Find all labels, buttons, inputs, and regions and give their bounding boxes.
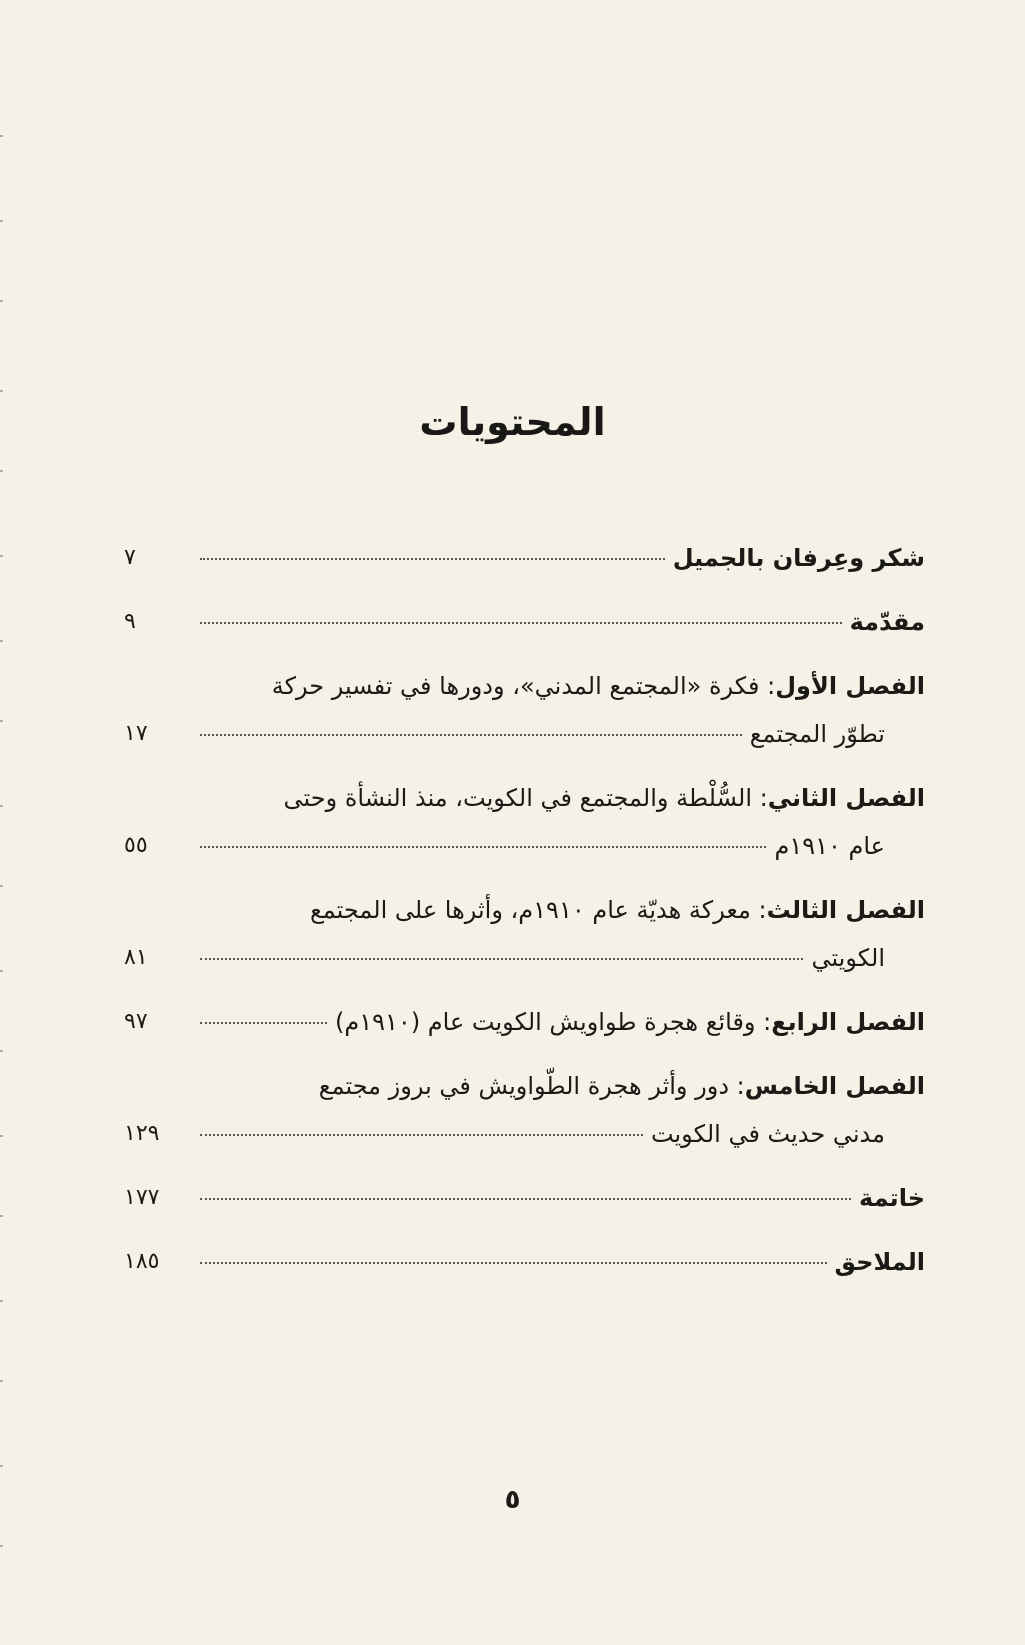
dot-leader [200,846,766,848]
toc-row [124,1004,925,1040]
toc-entry-label: خاتمة [859,1184,925,1212]
toc-page-number: ٩ [124,609,136,634]
toc-entry-appendices [124,1244,925,1280]
toc-entry-chapter-3 [124,892,925,976]
dot-leader [200,1262,827,1264]
chapter-name: الفصل الرابع [771,1008,925,1036]
chapter-separator: : [752,784,768,812]
toc-row [200,780,925,816]
toc-entry-chapter-2 [124,780,925,864]
toc-entry-label: شكر وعِرفان بالجميل [672,544,925,572]
dot-leader [200,1022,327,1024]
toc-entry-acknowledgements [124,540,925,576]
toc-row [124,940,925,976]
toc-entry-label [302,892,925,928]
table-of-contents [124,540,925,1308]
page-title: المحتويات [419,400,606,444]
chapter-separator: : [759,672,776,700]
toc-entry-label [264,668,925,704]
toc-entry-introduction [124,604,925,640]
toc-page-number: ١٧٧ [124,1185,160,1210]
chapter-title-line-2: الكويتي [811,944,885,972]
chapter-title-line-2: مدني حديث في الكويت [650,1120,885,1148]
toc-page-number: ٨١ [124,945,148,970]
chapter-name: الفصل الثالث [766,896,925,924]
toc-entry-chapter-1 [124,668,925,752]
dot-leader [200,1198,851,1200]
toc-entry-label [327,1004,925,1040]
toc-entry-label: مقدّمة [849,608,925,636]
toc-row [200,668,925,704]
toc-row [124,1244,925,1280]
dot-leader [200,1134,643,1136]
toc-entry-chapter-5 [124,1068,925,1152]
chapter-title-line-1: فكرة «المجتمع المدني»، ودورها في تفسير حركة [271,672,760,700]
chapter-title-line-1: السُّلْطة والمجتمع في الكويت، منذ النشأة وحتى [283,784,752,812]
chapter-title-line-2: تطوّر المجتمع [749,720,885,748]
dot-leader [200,558,665,560]
toc-row [124,604,925,640]
toc-row [124,540,925,576]
chapter-name: الفصل الأول [775,672,925,700]
toc-row [200,892,925,928]
toc-page-number: ٧ [124,545,136,570]
toc-page-number: ٥٥ [124,833,148,858]
toc-entry-conclusion [124,1180,925,1216]
toc-page-number: ١٨٥ [124,1249,160,1274]
chapter-title-line-1: وقائع هجرة طواويش الكويت عام (١٩١٠م) [335,1008,756,1036]
chapter-separator: : [750,896,767,924]
toc-entry-label: الملاحق [834,1248,925,1276]
toc-row [200,1068,925,1104]
chapter-title-line-2: عام ١٩١٠م [774,832,885,860]
dot-leader [200,622,842,624]
chapter-separator: : [729,1072,745,1100]
toc-row [124,716,925,752]
toc-row [124,1180,925,1216]
dot-leader [200,734,742,736]
toc-page-number: ١٧ [124,721,148,746]
chapter-name: الفصل الخامس [744,1072,925,1100]
chapter-title-line-1: دور وأثر هجرة الطّواويش في بروز مجتمع [318,1072,729,1100]
toc-row [124,828,925,864]
chapter-name: الفصل الثاني [767,784,925,812]
toc-entry-label [276,780,925,816]
footer-page-number: ٥ [504,1485,521,1515]
dot-leader [200,958,803,960]
toc-entry-chapter-4 [124,1004,925,1040]
toc-entry-label [311,1068,925,1104]
page-edge-marks [0,0,6,1645]
chapter-title-line-1: معركة هديّة عام ١٩١٠م، وأثرها على المجتمع [310,896,751,924]
chapter-separator: : [755,1008,772,1036]
toc-page-number: ٩٧ [124,1009,148,1034]
toc-page-number: ١٢٩ [124,1121,160,1146]
toc-row [124,1116,925,1152]
